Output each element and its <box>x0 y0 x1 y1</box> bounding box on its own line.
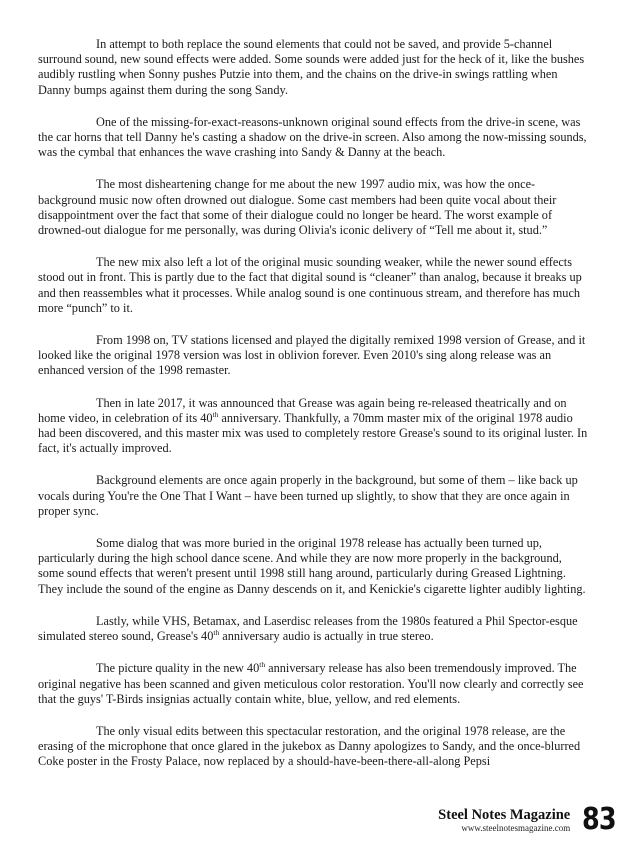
superscript: th <box>213 628 220 637</box>
paragraph: In attempt to both replace the sound elements that could not be saved, and provide 5-channel surround sound, new sound effects were added. Some sounds were added just for the heck of it, like the bushes audibly rustling when Sonny pushes Putzie into them, and the chains on the drive-in swings rattling when Danny bumps against them during the song Sandy. <box>38 37 585 97</box>
paragraph <box>38 661 590 707</box>
paragraph-text: Lastly, while VHS, Betamax, and Laserdisc releases from the 1980s featured a Phil Spector-esque simulated stereo sound, Grease's 40 <box>38 613 578 644</box>
page-number: 83 <box>582 802 616 837</box>
paragraph <box>38 614 590 644</box>
page-footer <box>438 804 616 836</box>
paragraph: The only visual edits between this spectacular restoration, and the original 1978 release, are the erasing of the microphone that once glared in the jukebox as Danny apologizes to Sandy, and the once-blurred Coke poster in the Frosty Palace, now replaced by a should-have-been-there-all-along Pepsi <box>38 723 581 769</box>
footer-masthead <box>438 807 570 834</box>
magazine-url: www.steelnotesmagazine.com <box>461 822 571 833</box>
article-body <box>38 37 590 787</box>
paragraph: Background elements are once again properly in the background, but some of them – like back up vocals during You're the One That I Want – have been turned up slightly, to show that they are once again in proper sync. <box>38 473 578 518</box>
paragraph: One of the missing-for-exact-reasons-unknown original sound effects from the drive-in scene, was the car horns that tell Danny he's casting a shadow on the drive-in screen. Also among the now-missing sounds, was the cymbal that enhances the wave crashing into Sandy & Danny at the beach. <box>38 114 587 160</box>
paragraph-text: The picture quality in the new 40 <box>96 661 260 676</box>
paragraph: The most disheartening change for me about the new 1997 audio mix, was how the once-background music now often drowned out dialogue. Some cast members had been quite vocal about their disappointment over the fact that some of their dialogue could no longer be heard. The worst example of drowned-out dialogue for me personally, was during Olivia's iconic delivery of “Tell me about it, stud.” <box>38 177 557 238</box>
paragraph-text: Then in late 2017, it was announced that Grease was again being re-released theatrically and on home video, in celebration of its 40 <box>38 395 567 425</box>
paragraph-text: anniversary audio is actually in true stereo. <box>219 629 434 644</box>
paragraph: From 1998 on, TV stations licensed and played the digitally remixed 1998 version of Grease, and it looked like the original 1978 version was lost in oblivion forever. Even 2010's sing along release was an enhanced version of the 1998 remaster. <box>38 333 586 378</box>
superscript: th <box>259 660 266 670</box>
paragraph-text: anniversary. Thankfully, a 70mm master mix of the original 1978 audio had been discovered, and this master mix was used to completely restore Grease's sound to its original luster. In fact, it's actually improved. <box>38 410 588 456</box>
superscript: th <box>212 409 219 419</box>
paragraph: Some dialog that was more buried in the original 1978 release has actually been turned up, particularly during the high school dance scene. And while they are now more properly in the background, some sound effects that weren't present until 1998 still hang around, particularly during Greased Lightning. They include the sound of the engine as Danny descends on it, and Kenickie's cigarette lighter audibly lighting. <box>38 536 586 596</box>
paragraph-text: anniversary release has also been tremendously improved. The original negative has been scanned and given meticulous color restoration. You'll now clearly and correctly see that the guys' T-Birds insignias actually contain white, blue, yellow, and red elements. <box>38 661 584 706</box>
paragraph <box>38 396 590 457</box>
magazine-name: Steel Notes Magazine <box>438 806 571 823</box>
paragraph: The new mix also left a lot of the original music sounding weaker, while the newer sound effects stood out in front. This is partly due to the fact that digital sound is “cleaner” than analog, because it breaks up and then reassembles what it processes. While analog sound is one continuous stream, and therefore has much more “punch” to it. <box>38 255 582 315</box>
